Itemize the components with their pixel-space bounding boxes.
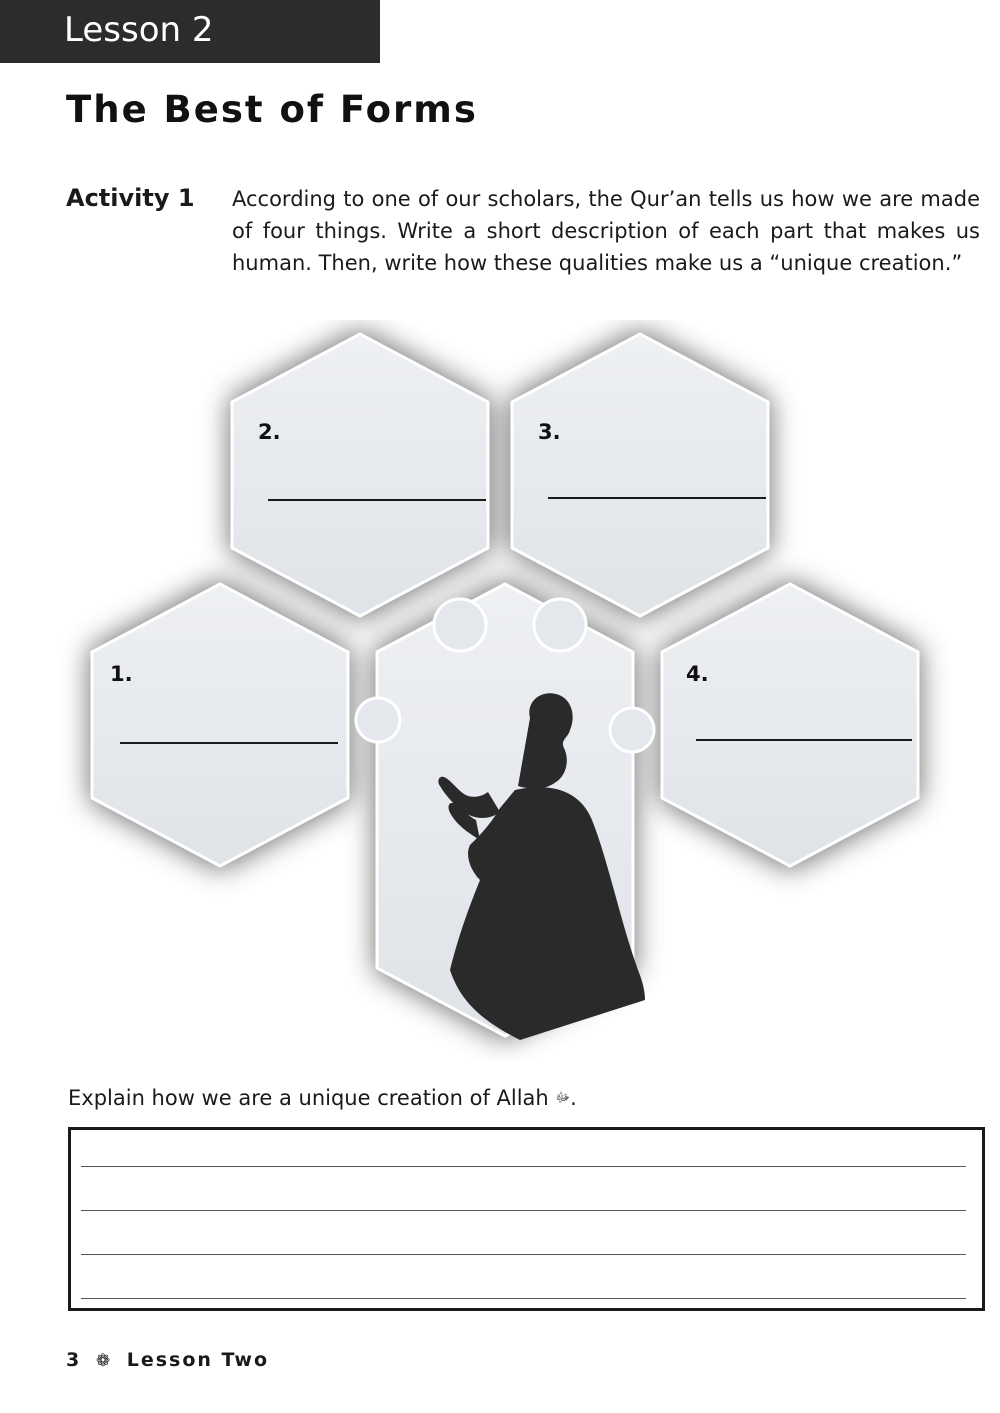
answer-line[interactable]: [81, 1166, 966, 1167]
answer-line[interactable]: [81, 1254, 966, 1255]
hexagon-2-number: 2.: [258, 420, 281, 444]
hexagon-2: [232, 334, 488, 616]
hexagon-4-number: 4.: [686, 662, 709, 686]
hexagon-graphic: [60, 320, 960, 1060]
explain-prompt-end: .: [570, 1086, 577, 1110]
puzzle-tab-left: [434, 599, 486, 651]
puzzle-tab-center-left: [356, 698, 400, 742]
hexagon-3-number: 3.: [538, 420, 561, 444]
hexagon-1-number: 1.: [110, 662, 133, 686]
hexagon-organizer: [60, 320, 960, 1060]
allah-honorific: ﷻ: [555, 1090, 571, 1106]
flower-icon: ❁: [95, 1351, 113, 1371]
page-number: 3: [66, 1349, 82, 1371]
puzzle-tab-right: [534, 599, 586, 651]
answer-line[interactable]: [81, 1210, 966, 1211]
puzzle-tab-center-right: [610, 708, 654, 752]
lesson-banner: [0, 0, 380, 63]
hexagon-3: [512, 334, 768, 616]
footer-section: Lesson Two: [126, 1349, 270, 1371]
activity-instructions: According to one of our scholars, the Qur’an tells us how we are made of four things. Write a short description of each part that makes us human. Then, write how these qualities make us a “unique creation.”: [232, 187, 980, 275]
answer-line[interactable]: [81, 1298, 966, 1299]
activity-label: Activity 1: [66, 184, 195, 212]
lesson-label: Lesson 2: [64, 10, 214, 50]
page-title: The Best of Forms: [66, 88, 478, 131]
hexagon-1: [92, 584, 348, 866]
answer-box[interactable]: [68, 1127, 985, 1311]
hexagon-4: [662, 584, 918, 866]
explain-prompt: [68, 1086, 577, 1110]
page-footer: [66, 1349, 269, 1371]
explain-prompt-text: Explain how we are a unique creation of Allah: [68, 1086, 549, 1110]
